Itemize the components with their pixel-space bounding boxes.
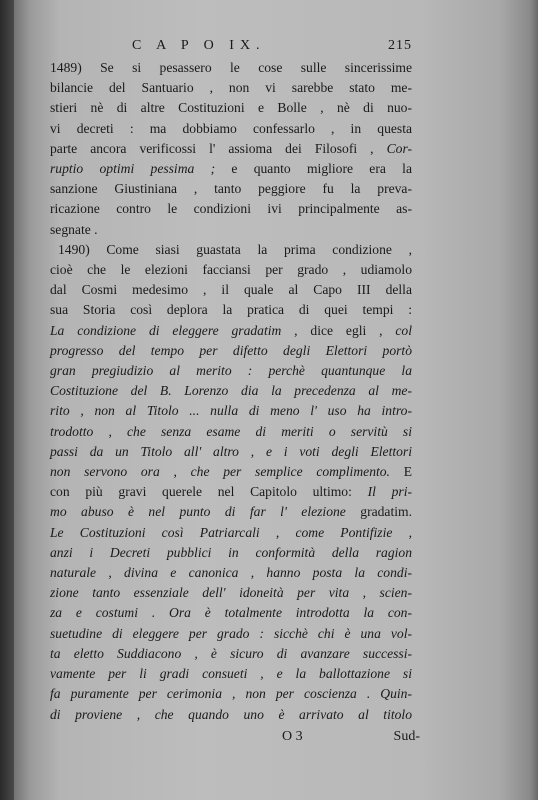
italic-text-segment: ta eletto Suddiacono , è sicuro di avanzare successi- bbox=[50, 645, 412, 661]
running-head bbox=[50, 36, 412, 58]
text-line bbox=[50, 98, 412, 118]
italic-text-segment: trodotto , che senza esame di meriti o servitù si bbox=[50, 423, 412, 439]
text-line bbox=[50, 684, 412, 704]
italic-text-segment: di proviene , che quando uno è arrivato al titolo bbox=[50, 706, 412, 722]
text-line bbox=[50, 482, 412, 502]
text-line bbox=[50, 58, 412, 78]
text-line bbox=[50, 442, 412, 462]
text-line bbox=[50, 664, 412, 684]
text-line bbox=[50, 462, 412, 482]
text-line bbox=[50, 583, 412, 603]
text-line bbox=[50, 624, 412, 644]
text-line bbox=[50, 563, 412, 583]
text-line bbox=[50, 240, 412, 260]
italic-text-segment: gran pregiudizio al merito : perchè quantunque la bbox=[50, 363, 412, 379]
page-footer bbox=[50, 727, 420, 749]
text-line bbox=[50, 502, 412, 522]
text-line bbox=[50, 603, 412, 623]
text-line bbox=[50, 644, 412, 664]
text-line bbox=[50, 361, 412, 381]
italic-text-segment: za e costumi . bbox=[50, 605, 156, 621]
signature-mark: O 3 bbox=[282, 728, 303, 744]
italic-text-segment: Ora è totalmente introdotta la con- bbox=[169, 605, 412, 621]
text-line bbox=[50, 179, 412, 199]
text-line bbox=[50, 119, 412, 139]
page-number: 215 bbox=[388, 38, 412, 53]
text-segment: 1490) Come siasi guastata la prima condizione , bbox=[58, 241, 412, 257]
catchword: Sud- bbox=[393, 728, 420, 744]
text-line bbox=[50, 139, 412, 159]
italic-text-segment: rito , non al Titolo ... nulla di meno l' uso ha intro- bbox=[50, 403, 412, 419]
italic-text-segment: vamente per li gradi consueti , e la ballottazione si bbox=[50, 666, 412, 682]
text-line bbox=[50, 705, 412, 725]
italic-text-segment: Cor- bbox=[386, 140, 412, 156]
italic-text-segment: fa puramente per cerimonia , non per coscienza . Quin- bbox=[50, 686, 412, 702]
text-segment: gradatim. bbox=[360, 504, 412, 520]
text-line bbox=[50, 260, 412, 280]
text-segment: 1489) Se si pesassero le cose sulle sincerissime bbox=[50, 60, 412, 75]
italic-text-segment: zione tanto essenziale dell' idoneità per vita , scien- bbox=[50, 585, 412, 601]
chapter-title: C A P O IX. bbox=[132, 38, 266, 53]
page-text-block bbox=[50, 36, 420, 749]
italic-text-segment: non servono ora , che per semplice complimento. bbox=[50, 464, 390, 480]
text-line bbox=[50, 401, 412, 421]
text-line bbox=[50, 341, 412, 361]
text-segment: sanzione Giustiniana , tanto peggiore fu la preva- bbox=[50, 181, 412, 197]
text-line bbox=[50, 159, 412, 179]
italic-text-segment: mo abuso è nel punto di far l' elezione bbox=[50, 504, 361, 520]
text-segment: cioè che le elezioni facciansi per grado , udiamolo bbox=[50, 262, 412, 278]
italic-text-segment: Il pri- bbox=[367, 484, 412, 500]
text-segment: dal Cosmi medesimo , il quale al Capo III della bbox=[50, 282, 412, 298]
text-segment: vi decreti : ma dobbiamo confessarlo , in questa bbox=[50, 120, 412, 136]
text-line bbox=[50, 381, 412, 401]
text-line bbox=[50, 321, 412, 341]
text-segment: sua Storia così deplora la pratica di quei tempi : bbox=[50, 302, 412, 318]
body-text bbox=[50, 58, 412, 725]
text-line bbox=[50, 523, 412, 543]
text-segment bbox=[155, 605, 169, 620]
italic-text-segment: naturale , divina e canonica , hanno posta la condi- bbox=[50, 565, 412, 581]
italic-text-segment: passi da un Titolo all' altro , e i voti degli Elettori bbox=[50, 443, 412, 459]
text-segment: e quanto migliore era la bbox=[215, 161, 412, 177]
text-segment: segnate . bbox=[50, 221, 98, 237]
italic-text-segment: ruptio optimi pessima ; bbox=[50, 161, 216, 177]
text-segment: dice egli , bbox=[297, 322, 396, 338]
text-line bbox=[50, 78, 412, 98]
text-line bbox=[50, 300, 412, 320]
italic-text-segment: suetudine di eleggere per grado : sicchè chi è una vol- bbox=[50, 625, 412, 641]
text-segment: ricazione contro le condizioni ivi principalmente as- bbox=[50, 201, 412, 217]
text-segment: stieri nè di altre Costituzioni e Bolle , nè di nuo- bbox=[50, 100, 412, 116]
text-segment: E bbox=[389, 464, 412, 480]
text-line bbox=[50, 220, 412, 240]
text-line bbox=[50, 543, 412, 563]
text-line bbox=[50, 280, 412, 300]
text-line bbox=[50, 422, 412, 442]
italic-text-segment: col bbox=[395, 322, 412, 338]
italic-text-segment: anzi i Decreti pubblici in conformità della ragion bbox=[50, 544, 412, 560]
page-spine-shadow bbox=[0, 0, 14, 800]
italic-text-segment: La condizione di eleggere gradatim , bbox=[50, 322, 298, 338]
italic-text-segment: Costituzione del B. Lorenzo dia la precedenza al me- bbox=[50, 383, 412, 399]
italic-text-segment: progresso del tempo per difetto degli Elettori portò bbox=[50, 342, 412, 358]
text-segment: bilancie del Santuario , non vi sarebbe stato me- bbox=[50, 80, 412, 96]
italic-text-segment: Le Costituzioni così Patriarcali , come Pontifizie , bbox=[50, 524, 412, 540]
text-segment: parte ancora verificossi l' assioma dei Filosofi , bbox=[50, 140, 387, 156]
text-segment: con più gravi querele nel Capitolo ultimo: bbox=[50, 484, 368, 500]
text-line bbox=[50, 199, 412, 219]
